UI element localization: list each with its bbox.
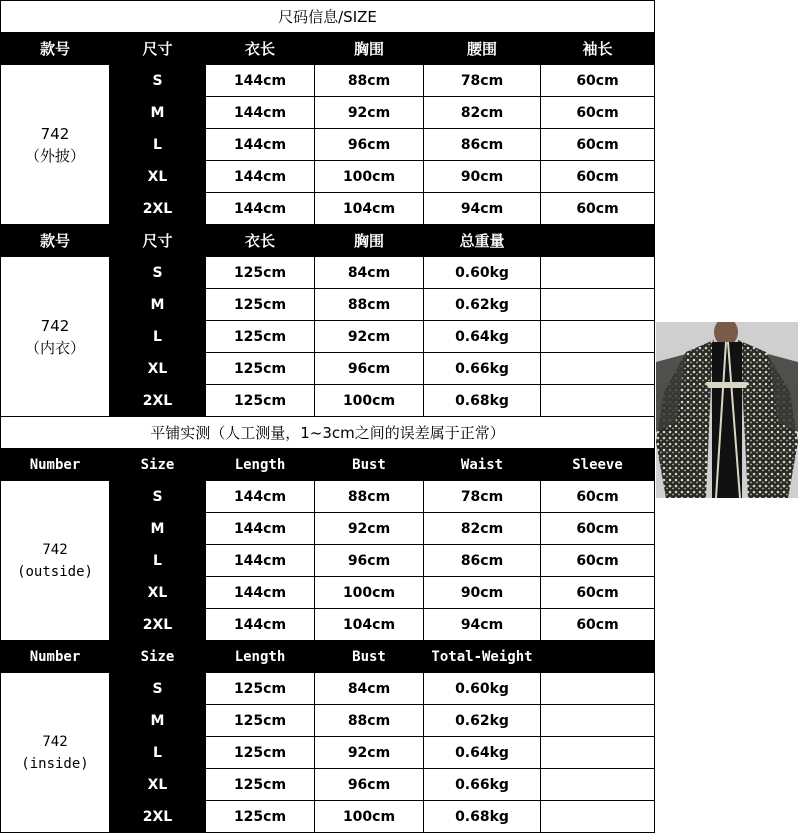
measure-value <box>541 705 655 737</box>
measure-value: 86cm <box>424 545 541 577</box>
en_inner-header-cell: Total-Weight <box>424 641 541 673</box>
en_inner-header-cell: Length <box>206 641 315 673</box>
measure-value: 100cm <box>315 577 424 609</box>
en_outer-header-cell: Waist <box>424 449 541 481</box>
size-label: 2XL <box>110 385 206 417</box>
size-label: L <box>110 129 206 161</box>
style-number: 742 <box>42 733 68 750</box>
cn_outer-header-cell: 胸围 <box>315 33 424 65</box>
measure-value: 84cm <box>315 673 424 705</box>
size-label: 2XL <box>110 609 206 641</box>
style-number-note: （外披） <box>24 146 85 165</box>
cn_outer-header-cell: 款号 <box>1 33 110 65</box>
size-label: XL <box>110 353 206 385</box>
measure-value: 144cm <box>206 129 315 161</box>
measurement-note-text: 平铺实测（人工测量，1~3cm之间的误差属于正常） <box>1 417 655 449</box>
size-label: S <box>110 65 206 97</box>
measure-value: 60cm <box>541 513 655 545</box>
table-row <box>1 673 655 705</box>
measure-value: 125cm <box>206 705 315 737</box>
measure-value: 104cm <box>315 193 424 225</box>
measure-value: 0.68kg <box>424 385 541 417</box>
measure-value: 0.64kg <box>424 321 541 353</box>
en_outer-header-cell: Number <box>1 449 110 481</box>
en_inner-header-cell: Size <box>110 641 206 673</box>
cn_outer-header-row <box>1 33 655 65</box>
en_outer-header-cell: Size <box>110 449 206 481</box>
measure-value: 0.62kg <box>424 289 541 321</box>
measure-value: 144cm <box>206 193 315 225</box>
style-number: 742 <box>42 541 68 558</box>
measure-value: 60cm <box>541 65 655 97</box>
measure-value: 90cm <box>424 161 541 193</box>
measure-value: 88cm <box>315 705 424 737</box>
measure-value: 60cm <box>541 161 655 193</box>
measure-value: 0.60kg <box>424 673 541 705</box>
measure-value: 125cm <box>206 289 315 321</box>
size-label: XL <box>110 161 206 193</box>
size-label: L <box>110 321 206 353</box>
cn_outer-header-cell: 衣长 <box>206 33 315 65</box>
en_inner-header-cell <box>541 641 655 673</box>
en_outer-number-cell <box>1 481 110 641</box>
measure-value: 125cm <box>206 257 315 289</box>
measure-value: 125cm <box>206 353 315 385</box>
measure-value: 125cm <box>206 385 315 417</box>
measure-value: 144cm <box>206 65 315 97</box>
size-label: S <box>110 673 206 705</box>
measure-value: 0.62kg <box>424 705 541 737</box>
measure-value: 100cm <box>315 801 424 833</box>
measure-value: 0.66kg <box>424 353 541 385</box>
size-label: S <box>110 481 206 513</box>
measure-value <box>541 353 655 385</box>
measure-value <box>541 737 655 769</box>
cn_inner-header-cell: 衣长 <box>206 225 315 257</box>
size-label: L <box>110 545 206 577</box>
measure-value: 60cm <box>541 129 655 161</box>
size-label: XL <box>110 769 206 801</box>
measure-value: 125cm <box>206 801 315 833</box>
measure-value: 92cm <box>315 737 424 769</box>
cn_outer-number-cell <box>1 65 110 225</box>
size-label: 2XL <box>110 801 206 833</box>
measure-value <box>541 257 655 289</box>
size-label: M <box>110 289 206 321</box>
measure-value: 88cm <box>315 289 424 321</box>
size-label: M <box>110 513 206 545</box>
measure-value: 96cm <box>315 545 424 577</box>
measure-value: 104cm <box>315 609 424 641</box>
chart-title-text: 尺码信息/SIZE <box>1 1 655 33</box>
style-number-note: (inside) <box>21 755 89 772</box>
measure-value: 92cm <box>315 321 424 353</box>
measure-value: 82cm <box>424 513 541 545</box>
measure-value: 0.60kg <box>424 257 541 289</box>
cn_outer-header-cell: 腰围 <box>424 33 541 65</box>
cn_inner-header-row <box>1 225 655 257</box>
measure-value <box>541 769 655 801</box>
measure-value: 0.68kg <box>424 801 541 833</box>
measure-value: 60cm <box>541 577 655 609</box>
en_inner-header-row <box>1 641 655 673</box>
cn_inner-header-cell <box>541 225 655 257</box>
measure-value: 94cm <box>424 193 541 225</box>
measure-value <box>541 321 655 353</box>
measure-value: 125cm <box>206 321 315 353</box>
measure-value: 125cm <box>206 673 315 705</box>
table-row <box>1 65 655 97</box>
measure-value: 78cm <box>424 481 541 513</box>
measure-value: 100cm <box>315 385 424 417</box>
cn_outer-header-cell: 尺寸 <box>110 33 206 65</box>
measure-value: 100cm <box>315 161 424 193</box>
chart-title <box>1 1 655 33</box>
measure-value: 82cm <box>424 97 541 129</box>
en_inner-header-cell: Number <box>1 641 110 673</box>
measure-value: 0.64kg <box>424 737 541 769</box>
cn_inner-number-cell <box>1 257 110 417</box>
product-photo <box>656 322 798 498</box>
measure-value <box>541 289 655 321</box>
cn_inner-header-cell: 款号 <box>1 225 110 257</box>
measurement-note <box>1 417 655 449</box>
en_outer-header-cell: Sleeve <box>541 449 655 481</box>
measure-value: 96cm <box>315 129 424 161</box>
measure-value: 86cm <box>424 129 541 161</box>
measure-value: 60cm <box>541 193 655 225</box>
product-photo-image <box>656 322 798 498</box>
measure-value <box>541 801 655 833</box>
measure-value: 144cm <box>206 161 315 193</box>
measure-value: 88cm <box>315 65 424 97</box>
size-label: M <box>110 97 206 129</box>
measure-value: 84cm <box>315 257 424 289</box>
en_inner-number-cell <box>1 673 110 833</box>
measure-value: 92cm <box>315 513 424 545</box>
measure-value: 78cm <box>424 65 541 97</box>
cn_inner-header-cell: 总重量 <box>424 225 541 257</box>
measure-value <box>541 673 655 705</box>
size-label: S <box>110 257 206 289</box>
measure-value: 125cm <box>206 737 315 769</box>
measure-value: 94cm <box>424 609 541 641</box>
en_outer-header-row <box>1 449 655 481</box>
measure-value: 60cm <box>541 481 655 513</box>
measure-value: 90cm <box>424 577 541 609</box>
size-label: XL <box>110 577 206 609</box>
cn_inner-header-cell: 胸围 <box>315 225 424 257</box>
en_inner-header-cell: Bust <box>315 641 424 673</box>
measure-value: 0.66kg <box>424 769 541 801</box>
size-label: M <box>110 705 206 737</box>
cn_inner-header-cell: 尺寸 <box>110 225 206 257</box>
size-label: L <box>110 737 206 769</box>
measure-value: 60cm <box>541 545 655 577</box>
measure-value: 92cm <box>315 97 424 129</box>
size-label: 2XL <box>110 193 206 225</box>
measure-value: 144cm <box>206 97 315 129</box>
cn_outer-header-cell: 袖长 <box>541 33 655 65</box>
measure-value: 144cm <box>206 545 315 577</box>
style-number-note: (outside) <box>17 563 93 580</box>
measure-value: 125cm <box>206 769 315 801</box>
measure-value: 144cm <box>206 609 315 641</box>
measure-value: 144cm <box>206 481 315 513</box>
measure-value: 96cm <box>315 353 424 385</box>
measure-value: 60cm <box>541 97 655 129</box>
measure-value: 88cm <box>315 481 424 513</box>
measure-value: 144cm <box>206 513 315 545</box>
measure-value: 96cm <box>315 769 424 801</box>
measure-value <box>541 385 655 417</box>
style-number: 742 <box>40 124 70 143</box>
table-row <box>1 257 655 289</box>
measure-value: 144cm <box>206 577 315 609</box>
style-number: 742 <box>40 316 70 335</box>
en_outer-header-cell: Bust <box>315 449 424 481</box>
style-number-note: （内衣） <box>24 338 85 357</box>
measure-value: 60cm <box>541 609 655 641</box>
table-row <box>1 481 655 513</box>
en_outer-header-cell: Length <box>206 449 315 481</box>
